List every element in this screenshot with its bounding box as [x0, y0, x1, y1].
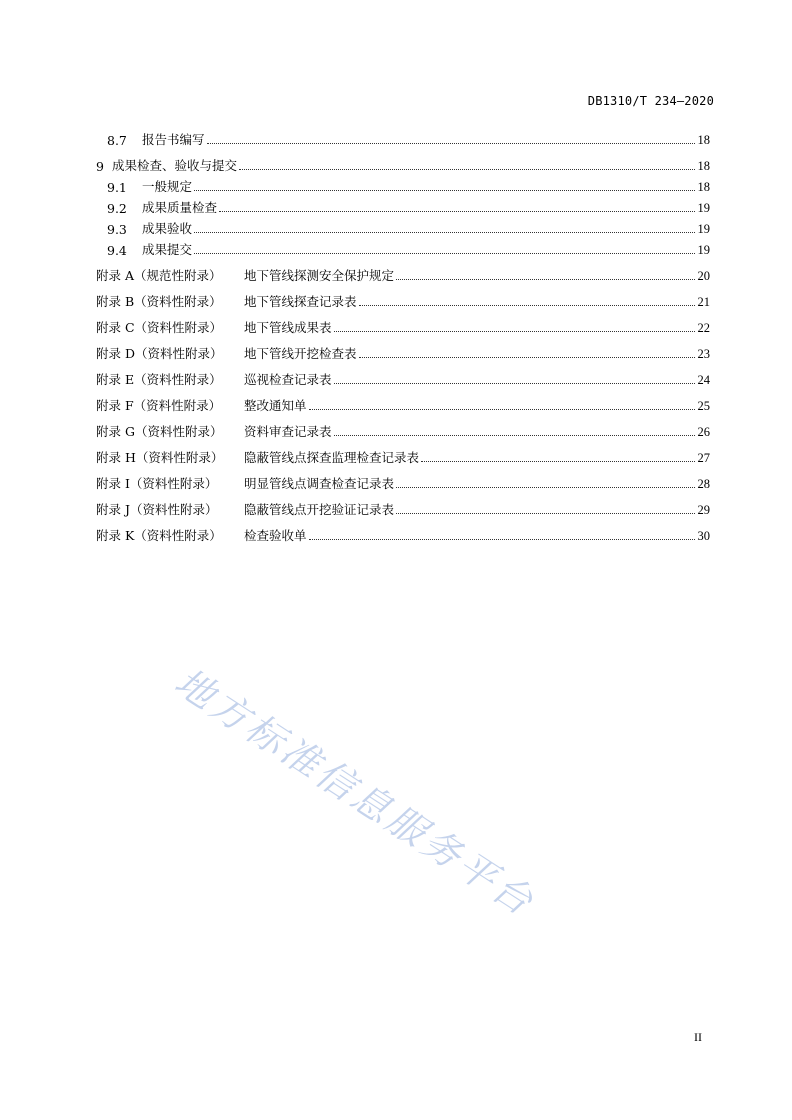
toc-entry-page: 24: [697, 373, 710, 387]
toc-entry-page: 25: [697, 399, 710, 413]
toc-entry-number: 附录 C（资料性附录）: [96, 320, 223, 335]
toc-entry-number: 附录 F（资料性附录）: [96, 398, 222, 413]
toc-entry-page: 18: [697, 133, 710, 147]
toc-entry-title: 整改通知单: [244, 398, 307, 413]
toc-entry-title: 地下管线探查记录表: [244, 294, 357, 309]
toc-dot-leader: [239, 168, 695, 170]
toc-dot-leader: [207, 142, 695, 144]
toc-entry-page: 19: [697, 243, 710, 257]
toc-entry-title: 报告书编写: [142, 132, 205, 147]
toc-entry-page: 27: [697, 451, 710, 465]
toc-entry-number: 8.7: [107, 133, 127, 148]
toc-entry[interactable]: [96, 388, 710, 414]
toc-dot-leader: [194, 189, 695, 191]
toc-entry-title: 成果验收: [142, 221, 193, 236]
toc-entry[interactable]: [96, 284, 710, 310]
toc-entry[interactable]: [96, 440, 710, 466]
toc-entry-page: 22: [697, 321, 710, 335]
toc-entry-page: 21: [697, 295, 710, 309]
toc-entry[interactable]: [96, 216, 710, 237]
toc-entry-page: 19: [697, 222, 710, 236]
page-number: II: [694, 1030, 702, 1044]
toc-dot-leader: [396, 512, 695, 514]
toc-entry-title: 隐蔽管线点探查监理检查记录表: [244, 450, 420, 465]
toc-entry-number: 附录 K（资料性附录）: [96, 528, 222, 543]
toc-entry-title: 成果提交: [142, 242, 193, 257]
toc-entry-title: 成果质量检查: [142, 200, 218, 215]
toc-entry-page: 30: [697, 529, 710, 543]
toc-entry-number: 附录 G（资料性附录）: [96, 424, 223, 439]
toc-entry-page: 29: [697, 503, 710, 517]
toc-entry-number: 附录 J（资料性附录）: [96, 502, 218, 517]
toc-entry-number: 9.3: [107, 222, 127, 237]
toc-entry[interactable]: [96, 237, 710, 258]
toc-entry-number: 9.1: [107, 180, 127, 195]
toc-dot-leader: [334, 330, 695, 332]
toc-entry[interactable]: [96, 148, 710, 174]
toc-entry-number: 附录 B（资料性附录）: [96, 294, 222, 309]
toc-entry-page: 28: [697, 477, 710, 491]
toc-dot-leader: [194, 252, 695, 254]
toc-entry-title: 一般规定: [142, 179, 193, 194]
toc-entry-title: 明显管线点调查检查记录表: [244, 476, 395, 491]
watermark: 地方标准信息服务平台: [167, 659, 544, 926]
toc-entry[interactable]: [96, 258, 710, 284]
toc-dot-leader: [194, 231, 695, 233]
toc-entry-number: 9.4: [107, 243, 127, 258]
toc-dot-leader: [334, 382, 695, 384]
toc-dot-leader: [309, 538, 695, 540]
toc-entry-page: 18: [697, 180, 710, 194]
toc-entry-title: 成果检查、验收与提交: [112, 158, 238, 173]
toc-entry-title: 地下管线成果表: [244, 320, 332, 335]
toc-entry[interactable]: [96, 127, 710, 148]
toc-entry-number: 附录 D（资料性附录）: [96, 346, 223, 361]
toc-entry-page: 20: [697, 269, 710, 283]
toc-entry[interactable]: [96, 414, 710, 440]
table-of-contents: [96, 127, 710, 544]
toc-dot-leader: [359, 304, 695, 306]
toc-entry-page: 18: [697, 159, 710, 173]
toc-dot-leader: [219, 210, 695, 212]
toc-entry[interactable]: [96, 466, 710, 492]
toc-dot-leader: [421, 460, 695, 462]
toc-entry[interactable]: [96, 174, 710, 195]
toc-entry-title: 地下管线探测安全保护规定: [244, 268, 395, 283]
standard-code: DB1310/T 234—2020: [587, 94, 714, 108]
toc-entry[interactable]: [96, 492, 710, 518]
toc-dot-leader: [396, 278, 695, 280]
toc-entry[interactable]: [96, 362, 710, 388]
toc-entry-page: 26: [697, 425, 710, 439]
toc-dot-leader: [359, 356, 695, 358]
toc-entry-number: 附录 E（资料性附录）: [96, 372, 222, 387]
toc-entry-number: 附录 H（资料性附录）: [96, 450, 224, 465]
toc-entry-title: 资料审查记录表: [244, 424, 332, 439]
toc-entry[interactable]: [96, 195, 710, 216]
toc-entry[interactable]: [96, 518, 710, 544]
toc-entry[interactable]: [96, 310, 710, 336]
toc-entry-number: 9.2: [107, 201, 127, 216]
toc-entry-page: 23: [697, 347, 710, 361]
toc-entry-title: 检查验收单: [244, 528, 307, 543]
toc-entry-number: 附录 I（资料性附录）: [96, 476, 218, 491]
toc-entry-title: 隐蔽管线点开挖验证记录表: [244, 502, 395, 517]
toc-entry-number: 9: [96, 159, 104, 174]
toc-entry-page: 19: [697, 201, 710, 215]
toc-entry[interactable]: [96, 336, 710, 362]
toc-dot-leader: [334, 434, 695, 436]
toc-entry-number: 附录 A（规范性附录）: [96, 268, 222, 283]
toc-dot-leader: [396, 486, 695, 488]
toc-entry-title: 巡视检查记录表: [244, 372, 332, 387]
toc-dot-leader: [309, 408, 695, 410]
toc-entry-title: 地下管线开挖检查表: [244, 346, 357, 361]
